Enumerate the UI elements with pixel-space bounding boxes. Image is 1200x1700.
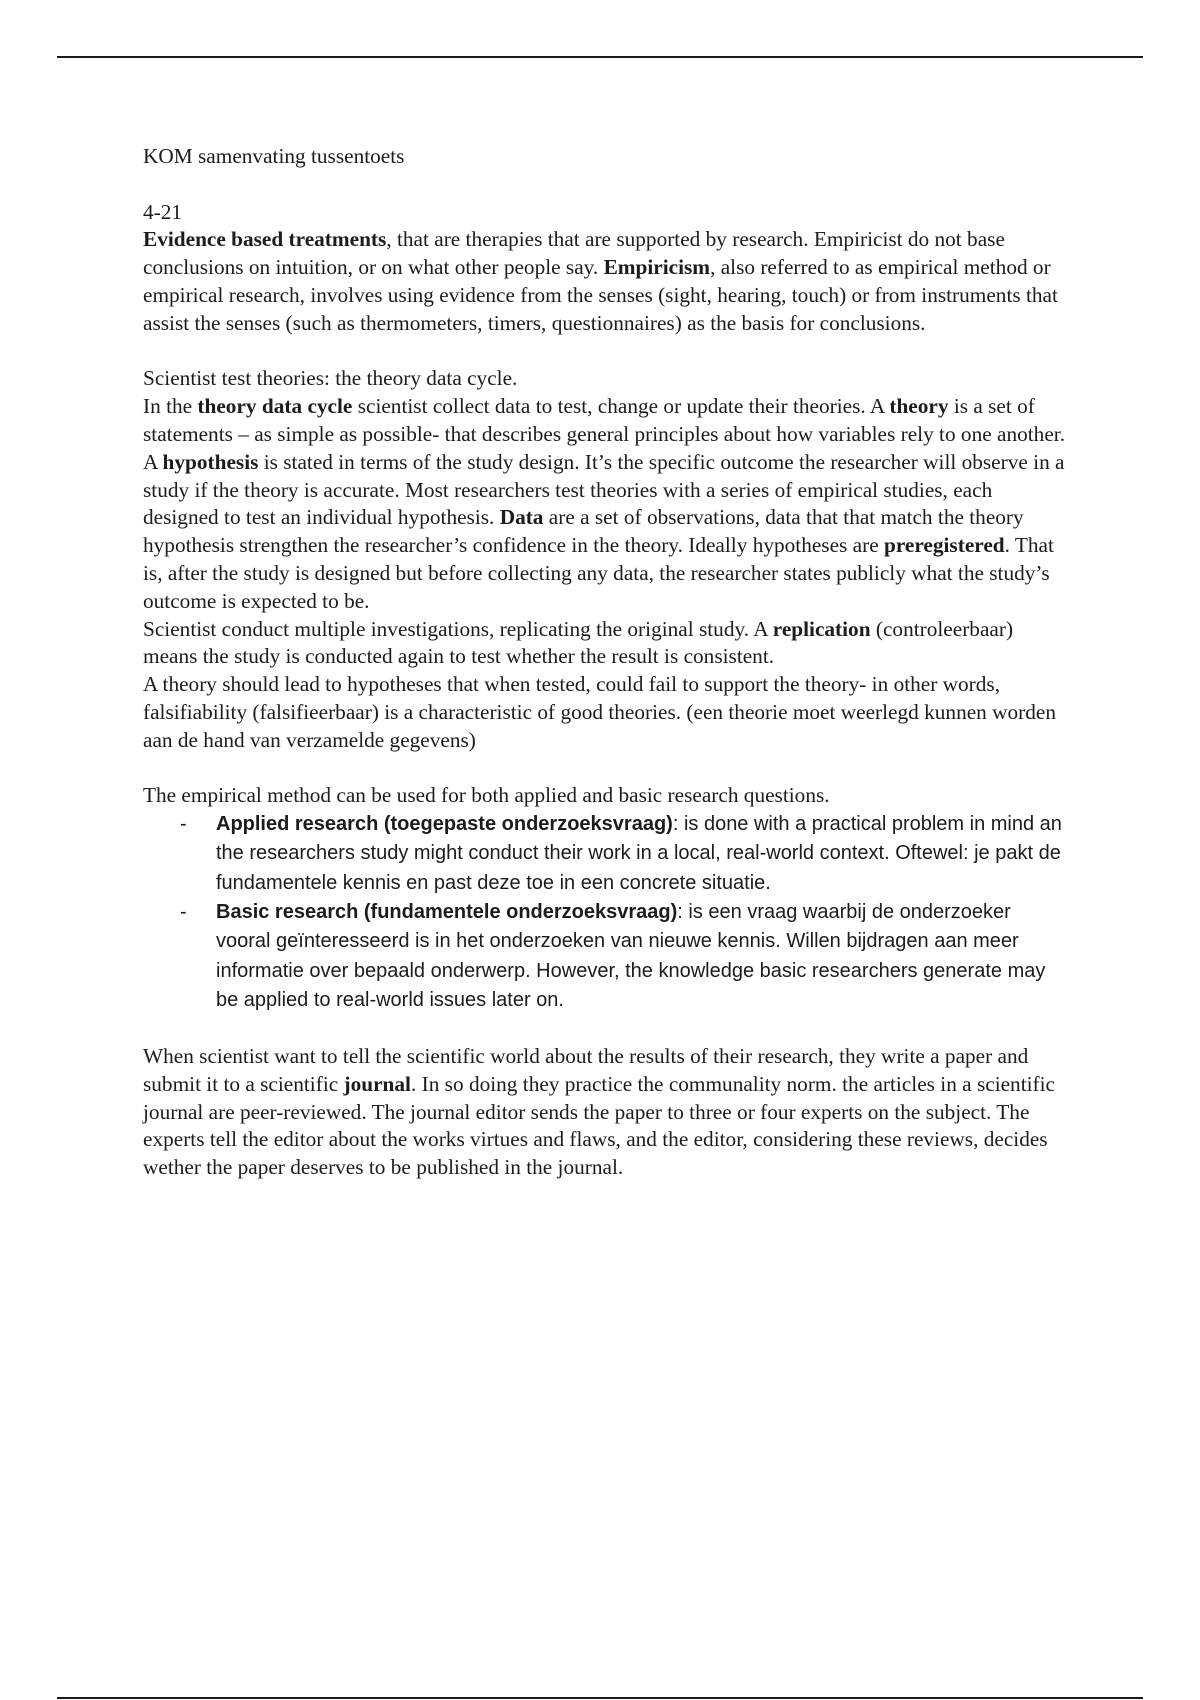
paragraph-text: Scientist conduct multiple investigations, replicating the original study. A [143,616,773,641]
list-item-basic-research [143,898,1068,1015]
paragraph-text: is a set of statements – as simple as possible- that describes general principles about how variables rely to one another. A [143,394,1066,474]
paragraph-text: is stated in terms of the study design. It’s the specific outcome the researcher will observe in a study if the theory is accurate. Most researchers test theories with a series of empirical studies, each designed to test an individual hypothesis. [143,449,1065,530]
paragraph-text: (controleerbaar) means the study is conducted again to test whether the result is consistent. [143,616,1014,669]
term-basic-research: Basic research (fundamentele onderzoeksvraag) [216,901,678,924]
spacer [143,338,1068,366]
term-empiricism: Empiricism [603,255,711,280]
document-body [143,143,1068,1182]
header-rule [57,56,1143,58]
paragraph-text: , also referred to as empirical method or empirical research, involves using evidence from the senses (sight, hearing, touch) or from instruments that assist the senses (such as thermometers, timers, questionnaires) as the basis for conclusions. [143,255,1058,335]
list-item-text: : is een vraag waarbij de onderzoeker vooral geïnteresseerd is in het onderzoeken van nieuwe kennis. Willen bijdragen aan meer informatie over bepaald onderwerp. However, the knowledge basic researchers generate may be applied to real-world issues later on. [216,901,1046,1011]
theory-cycle-heading: Scientist test theories: the theory data cycle. [143,366,518,391]
list-item-text: : is done with a practical problem in mind an the researchers study might conduct their work in a local, real-world context. Oftewel: je pakt de fundamentele kennis en past deze toe in een concrete situatie. [216,813,1062,894]
term-evidence-based-treatments: Evidence based treatments [143,227,387,252]
term-hypothesis: hypothesis [162,449,259,474]
paragraph-theory-data-cycle [143,393,1068,615]
paragraph-text: are a set of observations, data that that match the theory hypothesis strengthen the researcher’s confidence in the theory. Ideally hypotheses are [143,505,1024,558]
paragraph-text: , that are therapies that are supported by research. Empiricist do not base conclusions on intuition, or on what other people say. [143,227,1005,280]
paragraph-text: When scientist want to tell the scientific world about the results of their research, they write a paper and submit it to a scientific [143,1044,1029,1096]
term-theory: theory [889,394,949,419]
spacer [143,171,1068,199]
list-dash: - [180,813,187,836]
term-preregistered: preregistered [883,533,1005,558]
section-label: 4-21 [143,199,183,224]
paragraph-replication [143,616,1068,672]
paragraph-text: In the [143,394,198,419]
term-theory-data-cycle: theory data cycle [197,394,353,419]
term-journal: journal [343,1071,411,1096]
term-data: Data [499,505,544,530]
research-types-intro: The empirical method can be used for both applied and basic research questions. [143,783,830,808]
paragraph-text: scientist collect data to test, change or update their theories. A [352,394,890,419]
list-dash: - [180,901,187,924]
spacer [143,755,1068,783]
term-replication: replication [772,616,871,641]
term-applied-research: Applied research (toegepaste onderzoeksvraag) [216,813,673,836]
footer-rule [57,1697,1143,1699]
paragraph-falsifiability: A theory should lead to hypotheses that when tested, could fail to support the theory- in other words, falsifiability (falsifieerbaar) is a characteristic of good theories. (een theorie moet weerlegd kunnen worden aan de hand van verzamelde gegevens) [143,672,1057,752]
document-title: KOM samenvating tussentoets [143,144,405,168]
paragraph-text: . In so doing they practice the communality norm. the articles in a scientific journal are peer-reviewed. The journal editor sends the paper to three or four experts on the subject. The experts tell the editor about the works virtues and flaws, and the editor, considering these reviews, decides wether the paper deserves to be published in the journal. [143,1071,1056,1180]
research-types-list [143,810,1068,1015]
paragraph-empiricism [143,226,1068,337]
paragraph-text: . That is, after the study is designed but before collecting any data, the researcher states publicly what the study’s outcome is expected to be. [143,533,1054,613]
list-item-applied-research [143,810,1068,898]
spacer [143,1015,1068,1043]
paragraph-journal [143,1043,1068,1182]
